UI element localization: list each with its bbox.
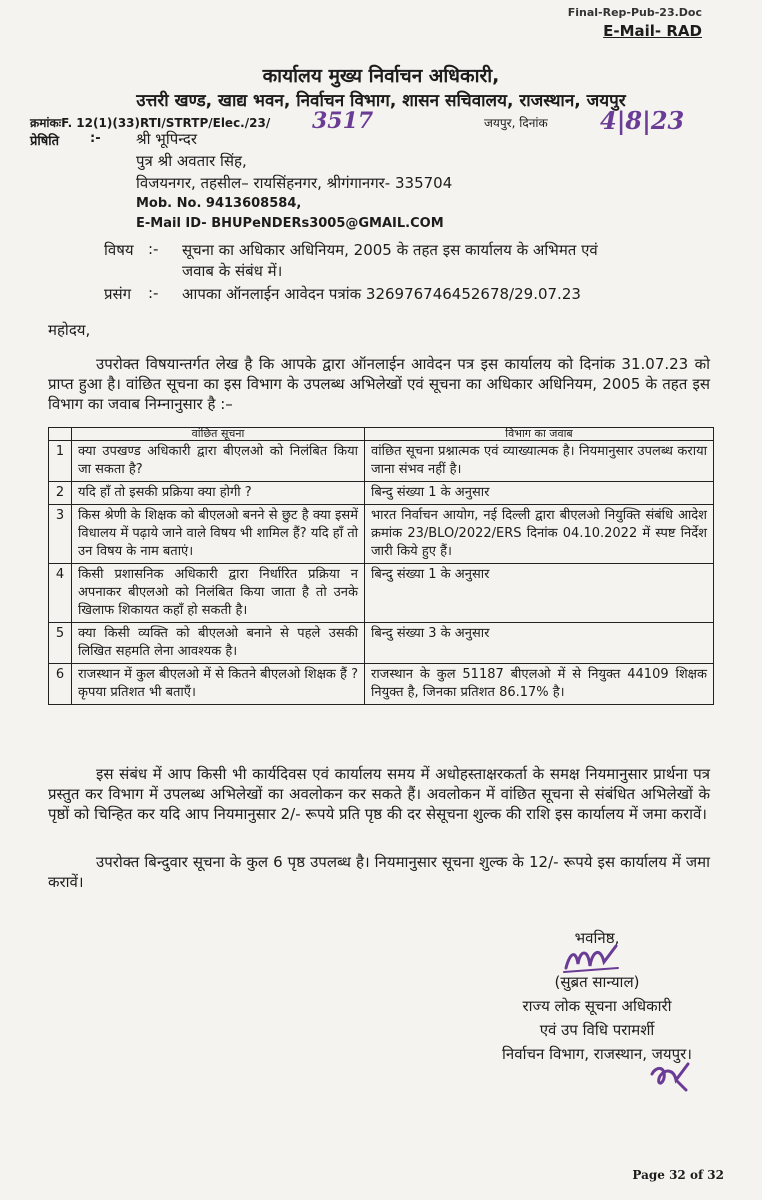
office-name: कार्यालय मुख्य निर्वाचन अधिकारी, (262, 65, 500, 87)
date-handwritten: 4|8|23 (600, 106, 685, 135)
subject-separator: :- (148, 240, 159, 258)
recipient-email: E-Mail ID- BHUPeNDERs3005@GMAIL.COM (136, 216, 444, 231)
email-tag: E-Mail- RAD (603, 22, 702, 40)
table-row (49, 505, 714, 564)
ref-handwritten-number: 3517 (312, 108, 374, 134)
recipient-address: विजयनगर, तहसील– रायसिंहनगर, श्रीगंगानगर- 335704 (136, 174, 453, 192)
row-question: यदि हाँ तो इसकी प्रक्रिया क्या होगी ? (72, 482, 365, 505)
row-number: 6 (49, 664, 72, 705)
signatory-title-2: एवं उप विधि परामर्शी (539, 1021, 655, 1039)
context-label: प्रसंग (104, 285, 132, 303)
row-answer: बिन्दु संख्या 3 के अनुसार (365, 623, 714, 664)
inspection-paragraph: इस संबंध में आप किसी भी कार्यदिवस एवं कार्यालय समय में अधोहस्ताक्षरकर्ता के समक्ष नियमानुसार प्रार्थना पत्र प्रस्तुत कर विभाग में उपलब्ध अभिलेखों का अवलोकन कर सकते हैं। अवलोकन में वांछित सूचना से संबंधित अभिलेखों के पृष्ठों को चिन्हित कर यदि आप नियमानुसार 2/- रूपये प्रति पृष्ठ की दर सेसूचना शुल्क की राशि इस कार्यालय में जमा करावें। (48, 765, 710, 823)
row-question: किस श्रेणी के शिक्षक को बीएलओ बनने से छुट है क्या इसमें विधालय में पढ़ाये जाने वाले विषय भी शामिल हैं? यदि हाँ तो उन विषय के नाम बताएं। (72, 505, 365, 564)
row-answer: बिन्दु संख्या 1 के अनुसार (365, 482, 714, 505)
signatory-name: (सुब्रत सान्याल) (554, 973, 640, 991)
fee-paragraph: उपरोक्त बिन्दुवार सूचना के कुल 6 पृष्ठ उपलब्ध है। नियमानुसार सूचना शुल्क के 12/- रूपये इस कार्यालय में जमा करावें। (48, 853, 710, 891)
recipient-name: श्री भूपिन्दर (136, 130, 197, 148)
table-row (49, 482, 714, 505)
date-label: जयपुर, दिनांक (484, 116, 548, 130)
ref-number: F. 12(1)(33)RTI/STRTP/Elec./23/ (61, 116, 271, 130)
recipient-mobile: Mob. No. 9413608584, (136, 196, 302, 211)
table-row (49, 441, 714, 482)
rti-reply-table (48, 427, 714, 705)
office-address: उत्तरी खण्ड, खाद्य भवन, निर्वाचन विभाग, शासन सचिवालय, राजस्थान, जयपुर (136, 91, 626, 111)
recipient-separator: :- (90, 131, 101, 146)
context-separator: :- (148, 284, 159, 302)
subject-label: विषय (104, 241, 134, 259)
row-number: 4 (49, 564, 72, 623)
row-answer: राजस्थान के कुल 51187 बीएलओ में से नियुक्त 44109 शिक्षक नियुक्त है, जिनका प्रतिशत 86.17% है। (365, 664, 714, 705)
closing: भवनिष्ठ, (574, 929, 620, 947)
subject-line-1: सूचना का अधिकार अधिनियम, 2005 के तहत इस कार्यालय के अभिमत एवं (182, 241, 598, 259)
row-question: क्या उपखण्ड अधिकारी द्वारा बीएलओ को निलंबित किया जा सकता है? (72, 441, 365, 482)
page-number: Page 32 of 32 (632, 1168, 724, 1182)
recipient-label: प्रेषिति (30, 134, 60, 149)
recipient-father: पुत्र श्री अवतार सिंह, (136, 152, 247, 170)
intro-paragraph: उपरोक्त विषयान्तर्गत लेख है कि आपके द्वारा ऑनलाईन आवेदन पत्र इस कार्यालय को दिनांक 31.07.23 को प्राप्त हुआ है। वांछित सूचना का इस विभाग के उपलब्ध अभिलेखों एवं सूचना का अधिकार अधिनियम, 2005 के तहत इस विभाग का जवाब निम्नानुसार है :– (48, 355, 710, 413)
row-answer: भारत निर्वाचन आयोग, नई दिल्ली द्वारा बीएलओ नियुक्ति संबंधि आदेश क्रमांक 23/BLO/2022/ERS दिनांक 04.10.2022 में स्पष्ट निर्देश जारी किये हुए हैं। (365, 505, 714, 564)
header-requested-info: वांछित सूचना (72, 428, 365, 441)
signatory-title-1: राज्य लोक सूचना अधिकारी (522, 997, 672, 1015)
header-department-reply: विभाग का जवाब (365, 428, 714, 441)
table-header-row (49, 428, 714, 441)
initials-mark (646, 1060, 696, 1094)
table-row (49, 564, 714, 623)
row-question: क्या किसी व्यक्ति को बीएलओ बनाने से पहले उसकी लिखित सहमति लेना आवश्यक है। (72, 623, 365, 664)
context-text: आपका ऑनलाईन आवेदन पत्रांक 326976746452678/29.07.23 (182, 285, 581, 303)
row-number: 3 (49, 505, 72, 564)
row-answer: बिन्दु संख्या 1 के अनुसार (365, 564, 714, 623)
row-answer: वांछित सूचना प्रश्नात्मक एवं व्याख्यात्मक है। नियमानुसार उपलब्ध कराया जाना संभव नहीं है। (365, 441, 714, 482)
table-row (49, 664, 714, 705)
table-row (49, 623, 714, 664)
ref-label: क्रमांकः (30, 116, 62, 130)
row-number: 5 (49, 623, 72, 664)
subject-line-2: जवाब के संबंध में। (182, 262, 283, 280)
row-question: किसी प्रशासनिक अधिकारी द्वारा निर्धारित प्रक्रिया न अपनाकर बीएलओ को निलंबित किया जाता है तो उनके खिलाफ शिकायत कहाँ हो सकती है। (72, 564, 365, 623)
row-number: 2 (49, 482, 72, 505)
signatory-title-3: निर्वाचन विभाग, राजस्थान, जयपुर। (502, 1045, 692, 1063)
row-number: 1 (49, 441, 72, 482)
salutation: महोदय, (48, 321, 91, 339)
document-ref-code: Final-Rep-Pub-23.Doc (567, 6, 702, 19)
header-num-cell (49, 428, 72, 441)
row-question: राजस्थान में कुल बीएलओ में से कितने बीएलओ शिक्षक हैं ? कृपया प्रतिशत भी बताएँ। (72, 664, 365, 705)
